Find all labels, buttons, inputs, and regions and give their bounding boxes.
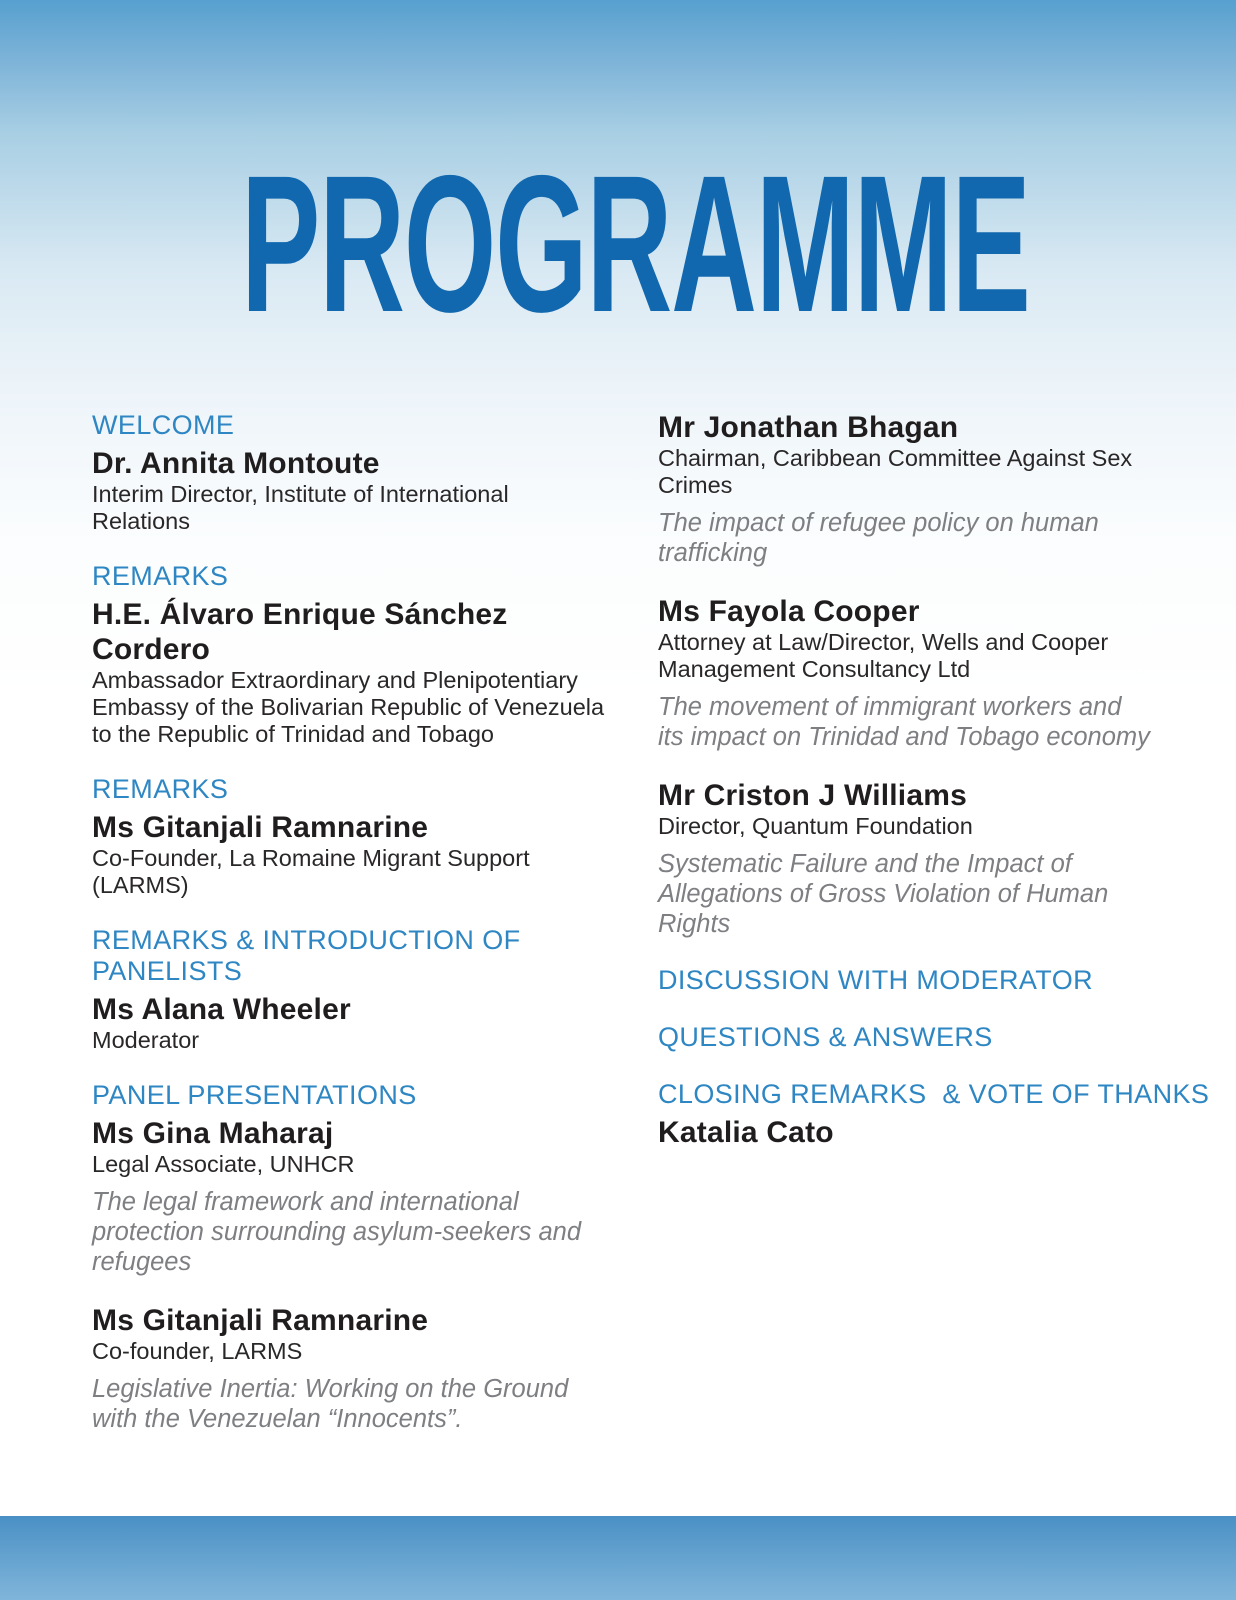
talk-topic: Rights	[658, 910, 731, 938]
section-label: WELCOME	[92, 410, 235, 440]
speaker-name: Cordero	[92, 633, 211, 666]
speaker-name: Ms Gina Maharaj	[92, 1117, 334, 1150]
speaker-role: Legal Associate, UNHCR	[92, 1151, 355, 1177]
speaker-role: Chairman, Caribbean Committee Against Sex	[658, 445, 1133, 471]
section-label: QUESTIONS & ANSWERS	[658, 1022, 993, 1052]
section-label: PANEL PRESENTATIONS	[92, 1080, 417, 1110]
speaker-name: Ms Alana Wheeler	[92, 993, 351, 1026]
page-title: PROGRAMME	[241, 135, 1030, 353]
speaker-name: Mr Criston J Williams	[658, 779, 967, 812]
talk-topic: Allegations of Gross Violation of Human	[658, 880, 1109, 908]
programme-item-closing	[658, 1079, 1233, 1150]
speaker-role: Embassy of the Bolivarian Republic of Venezuela	[92, 694, 605, 720]
section-label: REMARKS & INTRODUCTION OF	[92, 925, 521, 955]
speaker-role: to the Republic of Trinidad and Tobago	[92, 721, 494, 747]
talk-topic: with the Venezuelan “Innocents”.	[92, 1405, 463, 1433]
programme-item-panel-williams	[658, 778, 1233, 939]
speaker-role: Crimes	[658, 472, 733, 498]
talk-topic: Systematic Failure and the Impact of	[658, 850, 1072, 878]
speaker-role: Co-founder, LARMS	[92, 1338, 303, 1364]
section-label: DISCUSSION WITH MODERATOR	[658, 965, 1094, 995]
programme-item-welcome	[92, 410, 655, 535]
programme-column-left	[92, 410, 655, 1460]
programme-item-remarks-ramnarine	[92, 774, 655, 899]
talk-topic: its impact on Trinidad and Tobago economy	[658, 723, 1150, 751]
speaker-name: H.E. Álvaro Enrique Sánchez	[92, 598, 508, 631]
speaker-name: Ms Gitanjali Ramnarine	[92, 1304, 429, 1337]
talk-topic: The legal framework and international	[92, 1188, 519, 1216]
speaker-role: Moderator	[92, 1027, 200, 1053]
programme-item-discussion	[658, 965, 1233, 996]
speaker-role: Management Consultancy Ltd	[658, 656, 971, 682]
programme-item-panel-maharaj	[92, 1080, 655, 1277]
footer-band	[0, 1516, 1236, 1600]
section-label: PANELISTS	[92, 956, 243, 986]
talk-topic: trafficking	[658, 539, 768, 567]
section-label: REMARKS	[92, 561, 229, 591]
section-label: CLOSING REMARKS & VOTE OF THANKS	[658, 1079, 1210, 1109]
speaker-role: Co-Founder, La Romaine Migrant Support	[92, 845, 530, 871]
programme-item-panel-ramnarine	[92, 1303, 655, 1434]
speaker-role: Ambassador Extraordinary and Plenipotentiary	[92, 667, 578, 693]
programme-item-panel-bhagan	[658, 410, 1233, 568]
speaker-role: Attorney at Law/Director, Wells and Cooper	[658, 629, 1109, 655]
talk-topic: protection surrounding asylum-seekers and	[92, 1218, 582, 1246]
talk-topic: The movement of immigrant workers and	[658, 693, 1122, 721]
speaker-name: Mr Jonathan Bhagan	[658, 411, 959, 444]
speaker-role: Interim Director, Institute of International	[92, 481, 509, 507]
talk-topic: refugees	[92, 1248, 192, 1276]
speaker-name: Katalia Cato	[658, 1116, 834, 1149]
programme-item-introduction-panelists	[92, 925, 655, 1054]
speaker-role: (LARMS)	[92, 872, 189, 898]
programme-item-remarks-ambassador	[92, 561, 655, 748]
section-label: REMARKS	[92, 774, 229, 804]
speaker-role: Director, Quantum Foundation	[658, 813, 973, 839]
speaker-role: Relations	[92, 508, 190, 534]
speaker-name: Ms Fayola Cooper	[658, 595, 920, 628]
talk-topic: The impact of refugee policy on human	[658, 509, 1099, 537]
programme-column-right	[658, 410, 1233, 1176]
speaker-name: Dr. Annita Montoute	[92, 447, 380, 480]
speaker-name: Ms Gitanjali Ramnarine	[92, 811, 429, 844]
programme-item-panel-cooper	[658, 594, 1233, 752]
talk-topic: Legislative Inertia: Working on the Ground	[92, 1375, 569, 1403]
programme-item-questions	[658, 1022, 1233, 1053]
